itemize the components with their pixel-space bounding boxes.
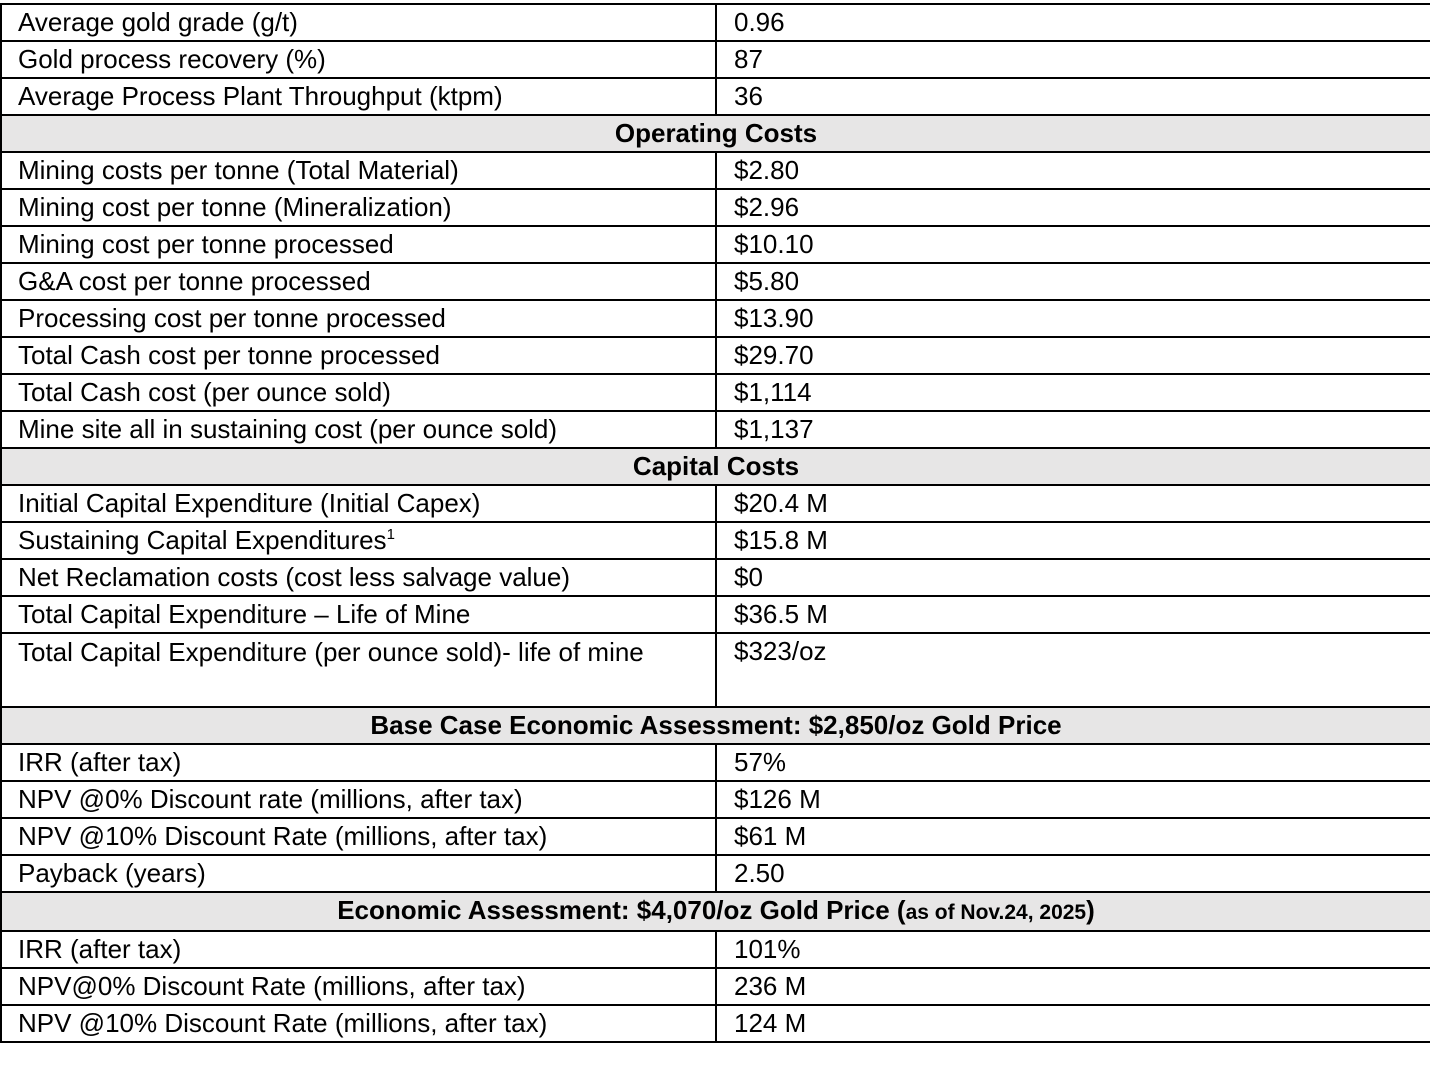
- table-row: [1, 226, 1430, 263]
- table-row: [1, 411, 1430, 448]
- table-row: [1, 41, 1430, 78]
- row-label: Total Cash cost (per ounce sold): [1, 374, 716, 411]
- row-label: NPV@0% Discount Rate (millions, after tax): [1, 968, 716, 1005]
- row-label: NPV @10% Discount Rate (millions, after tax): [1, 818, 716, 855]
- table-row: [1, 633, 1430, 707]
- table-row: [1, 818, 1430, 855]
- section-header-base-case: [1, 707, 1430, 744]
- table-row: [1, 189, 1430, 226]
- table-row: [1, 522, 1430, 559]
- row-value: 87: [716, 41, 1430, 78]
- section-header-operating-costs: [1, 115, 1430, 152]
- table-row: [1, 1005, 1430, 1042]
- table-row: [1, 263, 1430, 300]
- row-value: 36: [716, 78, 1430, 115]
- row-label: Payback (years): [1, 855, 716, 892]
- row-label: Sustaining Capital Expenditures: [18, 525, 387, 555]
- row-label: Mining cost per tonne (Mineralization): [1, 189, 716, 226]
- section-title-cell: [1, 892, 1430, 931]
- table-row: [1, 559, 1430, 596]
- table-row: [1, 855, 1430, 892]
- section-title: Economic Assessment: $4,070/oz Gold Price (: [337, 895, 906, 925]
- row-value: $5.80: [716, 263, 1430, 300]
- row-label: Mine site all in sustaining cost (per ounce sold): [1, 411, 716, 448]
- row-label: Average gold grade (g/t): [1, 4, 716, 41]
- row-value: 124 M: [716, 1005, 1430, 1042]
- table-row: [1, 596, 1430, 633]
- row-label: Total Capital Expenditure (per ounce sold)- life of mine: [1, 633, 716, 707]
- row-value: $20.4 M: [716, 485, 1430, 522]
- row-label: IRR (after tax): [1, 931, 716, 968]
- row-label: Mining cost per tonne processed: [1, 226, 716, 263]
- row-value: $61 M: [716, 818, 1430, 855]
- table-row: [1, 78, 1430, 115]
- row-value: $1,137: [716, 411, 1430, 448]
- table-row: [1, 152, 1430, 189]
- project-economics-table: [0, 3, 1430, 1043]
- table-row: [1, 744, 1430, 781]
- section-title-note: as of Nov.24, 2025: [905, 901, 1087, 924]
- table-row: [1, 374, 1430, 411]
- table-row: [1, 968, 1430, 1005]
- row-label: Initial Capital Expenditure (Initial Capex): [1, 485, 716, 522]
- row-label: NPV @0% Discount rate (millions, after tax): [1, 781, 716, 818]
- table-row: [1, 300, 1430, 337]
- table-row: [1, 4, 1430, 41]
- row-value: $2.80: [716, 152, 1430, 189]
- row-label: Total Capital Expenditure – Life of Mine: [1, 596, 716, 633]
- table-row: [1, 485, 1430, 522]
- row-label: Net Reclamation costs (cost less salvage value): [1, 559, 716, 596]
- row-value: $15.8 M: [716, 522, 1430, 559]
- row-label: Total Cash cost per tonne processed: [1, 337, 716, 374]
- table-row: [1, 337, 1430, 374]
- footnote-marker: 1: [386, 526, 395, 543]
- row-value: $36.5 M: [716, 596, 1430, 633]
- section-header-spot-case: [1, 892, 1430, 931]
- row-label: Processing cost per tonne processed: [1, 300, 716, 337]
- row-value: 101%: [716, 931, 1430, 968]
- row-label: IRR (after tax): [1, 744, 716, 781]
- section-title-close: ): [1086, 895, 1095, 925]
- row-value: $29.70: [716, 337, 1430, 374]
- row-value: $323/oz: [716, 633, 1430, 707]
- row-value: $126 M: [716, 781, 1430, 818]
- row-label: Gold process recovery (%): [1, 41, 716, 78]
- row-label-cell: [1, 522, 716, 559]
- table-row: [1, 781, 1430, 818]
- row-label: NPV @10% Discount Rate (millions, after tax): [1, 1005, 716, 1042]
- row-value: $13.90: [716, 300, 1430, 337]
- section-title: Capital Costs: [1, 448, 1430, 485]
- section-title: Operating Costs: [1, 115, 1430, 152]
- row-value: $0: [716, 559, 1430, 596]
- row-label: G&A cost per tonne processed: [1, 263, 716, 300]
- row-value: 236 M: [716, 968, 1430, 1005]
- row-value: 0.96: [716, 4, 1430, 41]
- row-value: $10.10: [716, 226, 1430, 263]
- section-header-capital-costs: [1, 448, 1430, 485]
- row-value: 57%: [716, 744, 1430, 781]
- table-row: [1, 931, 1430, 968]
- row-label: Average Process Plant Throughput (ktpm): [1, 78, 716, 115]
- row-label: Mining costs per tonne (Total Material): [1, 152, 716, 189]
- row-value: 2.50: [716, 855, 1430, 892]
- row-value: $2.96: [716, 189, 1430, 226]
- section-title: Base Case Economic Assessment: $2,850/oz Gold Price: [1, 707, 1430, 744]
- row-value: $1,114: [716, 374, 1430, 411]
